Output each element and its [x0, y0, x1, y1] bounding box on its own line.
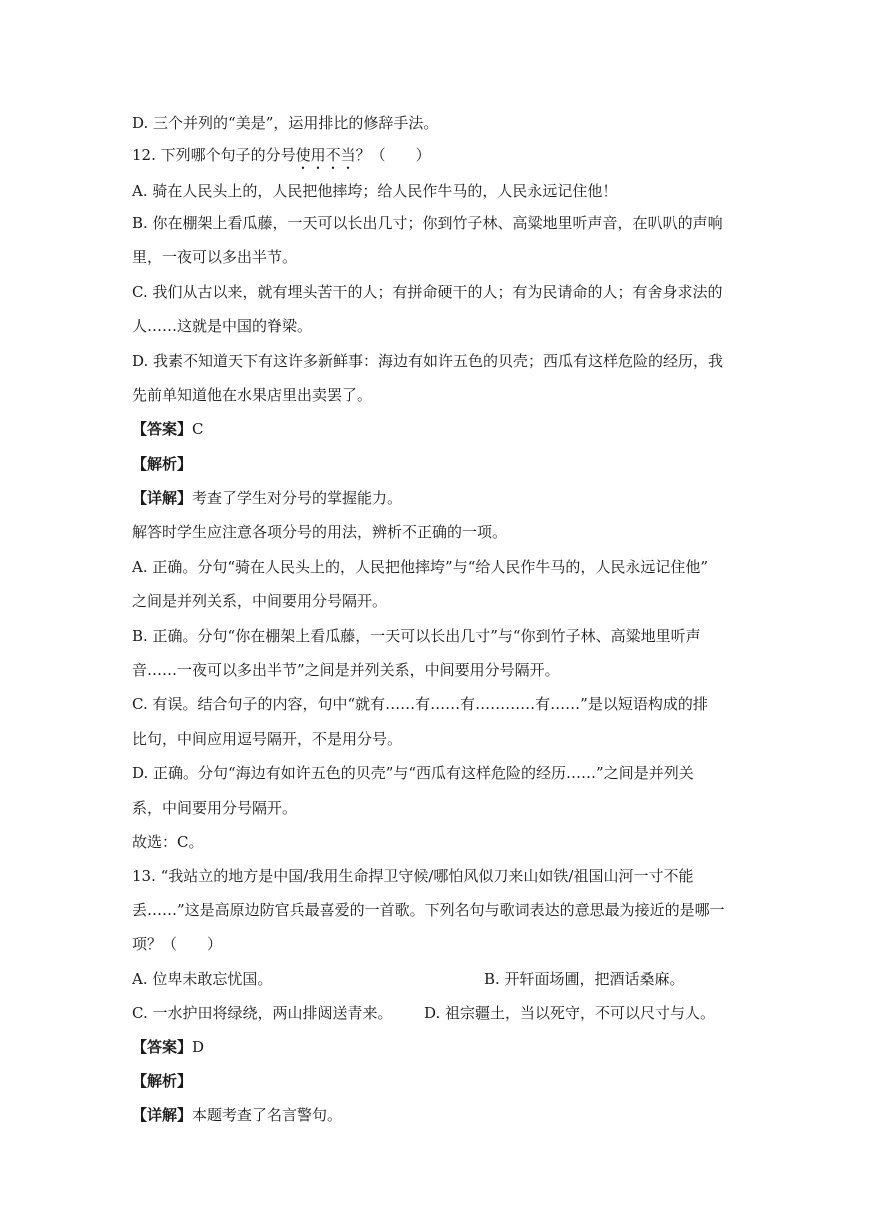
q12-option-c-line1: C. 我们从古以来，就有埋头苦干的人；有拼命硬干的人；有为民请命的人；有舍身求法的: [132, 283, 723, 301]
q12-explanation-a-line2: 之间是并列关系，中间要用分号隔开。: [132, 592, 388, 610]
q13-stem-line3: 项？（ ）: [132, 935, 223, 953]
q13-answer-value: D: [192, 1038, 205, 1056]
q12-answer-value: C: [192, 420, 204, 438]
q12-option-c-line2: 人……这就是中国的脊梁。: [132, 317, 313, 335]
q12-explanation-c-line1: C. 有误。结合句子的内容，句中“就有……有……有…………有……”是以短语构成的排: [132, 695, 708, 713]
q13-option-c: C. 一水护田将绿绕，两山排闼送青来。: [132, 1004, 393, 1022]
q12-option-b-line1: B. 你在棚架上看瓜藤，一天可以长出几寸；你到竹子林、高粱地里听声音，在叭叭的声响: [132, 214, 723, 232]
q13-option-d: D. 祖宗疆土，当以死守，不可以尺寸与人。: [424, 1004, 716, 1022]
q13-detail: [132, 1105, 342, 1125]
q13-detail-text: 本题考查了名言警句。: [192, 1106, 343, 1124]
q13-option-b: B. 开轩面场圃，把酒话桑麻。: [484, 970, 685, 988]
q12-detail: [132, 488, 402, 508]
q11-option-d: D. 三个并列的“美是”，运用排比的修辞手法。: [132, 114, 439, 132]
q13-answer-label: 【答案】: [132, 1038, 193, 1056]
q12-option-a: A. 骑在人民头上的，人民把他摔垮；给人民作牛马的，人民永远记住他！: [132, 182, 618, 200]
q12-explanation-intro: 解答时学生应注意各项分号的用法，辨析不正确的一项。: [132, 523, 508, 541]
q12-stem-start: 12. 下列哪个句子的分号: [132, 146, 296, 164]
q12-explanation-c-line2: 比句，中间应用逗号隔开，不是用分号。: [132, 730, 403, 748]
q13-stem-line1: 13. “我站立的地方是中国/我用生命捍卫守候/哪怕风似刀来山如铁/祖国山河一寸不能: [132, 867, 694, 885]
q12-answer: [132, 419, 204, 439]
q12-explanation-a-line1: A. 正确。分句“骑在人民头上的，人民把他摔垮”与“给人民作牛马的，人民永远记住他”: [132, 558, 709, 576]
q12-option-d-line2: 先前单知道他在水果店里出卖罢了。: [132, 386, 373, 404]
q12-analysis-label: 【解析】: [132, 455, 193, 473]
q13-stem-line2: 丢……”这是高原边防官兵最喜爱的一首歌。下列名句与歌词表达的意思最为接近的是哪一: [132, 901, 725, 919]
q12-option-b-line2: 里，一夜可以多出半节。: [132, 248, 298, 266]
q12-conclusion: 故选：C。: [132, 833, 204, 851]
q12-explanation-d-line2: 系，中间要用分号隔开。: [132, 799, 298, 817]
q13-analysis-label: 【解析】: [132, 1072, 193, 1090]
q12-answer-label: 【答案】: [132, 420, 193, 438]
q13-detail-label: 【详解】: [132, 1106, 193, 1124]
q12-explanation-b-line1: B. 正确。分句“你在棚架上看瓜藤，一天可以长出几寸”与“你到竹子林、高粱地里听声: [132, 627, 701, 645]
q12-stem-emphasis: 使用不当: [295, 146, 356, 164]
q12-explanation-d-line1: D. 正确。分句“海边有如许五色的贝壳”与“西瓜有这样危险的经历……”之间是并列关: [132, 764, 694, 782]
q13-answer: [132, 1037, 204, 1057]
q12-detail-label: 【详解】: [132, 489, 193, 507]
q12-explanation-b-line2: 音……一夜可以多出半节”之间是并列关系，中间要用分号隔开。: [132, 661, 560, 679]
q13-option-a: A. 位卑未敢忘忧国。: [132, 970, 273, 988]
q12-option-d-line1: D. 我素不知道天下有这许多新鲜事：海边有如许五色的贝壳；西瓜有这样危险的经历，我: [132, 352, 724, 370]
q12-stem: [132, 145, 431, 173]
q12-stem-end: ？（ ）: [355, 146, 431, 164]
q12-detail-text: 考查了学生对分号的掌握能力。: [192, 489, 403, 507]
